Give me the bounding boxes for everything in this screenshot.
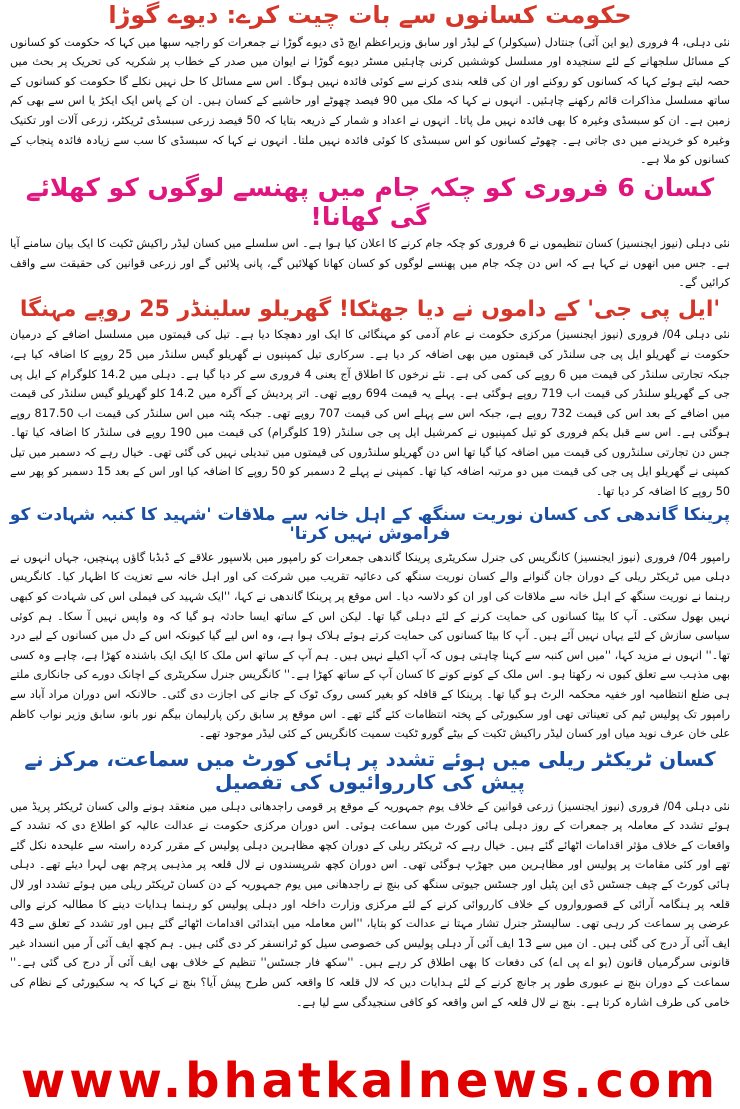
newspaper-page [0,1,740,1109]
article-deve-gowda [8,2,732,170]
article-priyanka-gandhi [8,506,732,744]
headline: 'ایل پی جی' کے داموں نے دیا جھٹکا! گھریلو سلینڈر 25 روپے مہنگا [19,297,721,323]
article-body: رامپور 04/ فروری (نیوز ایجنسیز) کانگریس کی جنرل سکریٹری پرینکا گاندھی جمعرات کو رامپور میں بلاسپور علاقے کے ڈبڈبا گاؤں پہنچیں، جہاں انہوں نے دہلی میں ٹریکٹر ریلی کے دوران جان گنوانے والے کسان نوریت سنگھ کی دعائیہ تقریب میں شرکت کی اور اہل خانہ سے تعزیت کا اظہار کیا۔ کانگریس رہنما نے نوریت سنگھ کے اہل خانہ سے ملاقات کی اور ان کو دلاسہ دیا۔ اس موقع پر پرینکا گاندھی نے کہا، ''ایک شہید کی فیملی اس کی شہادت کو کبھی نہیں بھول سکتی۔ آپ کا بیٹا کسانوں کی حمایت کرنے کے لئے دہلی گیا تھا۔ لیکن اس کے ساتھ ایسا حادثہ ہو گیا کہ وہ واپس نہیں آ سکا۔ ہم کوئی سیاسی سازش کے لئے یہاں نہیں آئے ہیں۔ آپ کا بیٹا کسانوں کی حمایت کرتے ہوئے ہلاک ہوا ہے، وہ اس لیے گیا کیونکہ اس کے دل میں کسانوں کے لیے درد تھا۔'' انہوں نے مزید کہا، ''میں اس کنبہ سے کہنا چاہتی ہوں کہ آپ اکیلے نہیں ہیں۔ ہم آپ کے ساتھ اس ملک کا ایک ایک باشندہ کھڑا ہے، چاہے وہ کسی بھی مذہب سے تعلق کیوں نہ رکھتا ہو۔ اس ملک کے کونے کونے کا کسان آپ کے ساتھ کھڑا ہے۔'' کانگریس جنرل سکریٹری کے اچانک دورے کی جانکاری ملتے ہی ضلع انتظامیہ اور خفیہ محکمہ الرٹ ہو گیا تھا۔ پرینکا کے قافلہ کو بغیر کسی روک ٹوک کے جانے کی اجازت دی گئی۔ حالانکہ اس دوران مراد آباد سے رامپور تک پولیس ٹیم کی تعیناتی تھی اور سکیورٹی کے پختہ انتظامات کئے گئے تھے۔ اس موقع پر سابق رکن پارلیمان بیگم نور بانو، سابق وزیر نواب کاظم علی خان عرف نوید میاں اور کسان لیڈر راکیش ٹکیت کے بیٹے گورو ٹکیت سمیت کانگریس کے کئی لیڈر موجود تھے۔ [10,550,730,741]
headline: کسان 6 فروری کو چکہ جام میں پھنسے لوگوں کو کھلائے گی کھانا! [25,172,715,231]
headline: حکومت کسانوں سے بات چیت کرے: دیوے گوڑا [108,1,632,29]
article-body: نئی دہلی (نیوز ایجنسیز) کسان تنظیموں نے 6 فروری کو چکہ جام کرنے کا اعلان کیا ہوا ہے۔ اس سلسلے میں کسان لیڈر راکیش ٹکیت کا ایک بیان سامنے آیا ہے۔ جس میں انھوں نے کہا ہے کہ اس دن چکہ جام میں پھنسے لوگوں کو کسان کھانا کھلائیں گے، پانی پلائیں گے اور زرعی قوانین کی حقیقت سے واقف کرائیں گے۔ [10,237,730,290]
article-body: نئی دہلی 04/ فروری (نیوز ایجنسیز) زرعی قوانین کے خلاف یوم جمہوریہ کے موقع پر قومی راجدھانی دہلی میں منعقد ہونے والی کسان ٹریکٹر پریڈ میں ہوئے تشدد کے معاملہ پر جمعرات کے روز دہلی ہائی کورٹ میں سماعت ہوئی۔ اس دوران مرکزی حکومت نے عدالت عالیہ کو اطلاع دی کہ تشدد کے واقعات کے خلاف مؤثر اقدامات اٹھائے گئے ہیں۔ خیال رہے کہ ٹریکٹر ریلی کے دوران کچھ مظاہرین دہلی پولیس کے مقرر کردہ راستہ سے علیحدہ نکل گئے تھے اور کئی مقامات پر پولیس اور مظاہرین میں جھڑپ ہوگئی تھی۔ اس دوران کچھ شرپسندوں نے لال قلعہ پر مذہبی پرچم بھی لہرا دیئے تھے۔ دہلی ہائی کورٹ کے چیف جسٹس ڈی این پٹیل اور جسٹس جیوتی سنگھ کی بنچ نے راجدھانی میں یوم جمہوریہ کے دن کسان ٹریکٹر ریلی میں ہوئے تشدد اور لال قلعہ پر ہنگامہ آرائی کے قصورواروں کے خلاف کارروائی کرنے کے لئے مرکزی وزارت داخلہ اور دہلی پولیس کو رہنما ہدایات دینے کا مطالبہ کرنے والی عرضی پر سماعت کر رہی تھی۔ سالیسٹر جنرل تشار مہتا نے عدالت کو بتایا، ''اس معاملہ میں ابتدائی اقدامات اٹھائے گئے ہیں اور تشدد کے تعلق سے 43 ایف آئی آر درج کی گئی ہیں۔ ان میں سے 13 ایف آئی آر دہلی پولیس کی خصوصی سیل کو ٹرانسفر کر دی گئی ہیں۔ ہم کچھ ایف آئی آر میں انسداد غیر قانونی سرگرمیاں قانون (یو اے پی اے) کی دفعات کا بھی اطلاق کر رہے ہیں۔ ''سکھ فار جسٹس'' تنظیم کے خلاف بھی ایف آئی آر درج کی گئی ہے۔'' سماعت کے دوران بنچ نے عبوری طور پر جانچ کرنے کے لئے ہدایات دیں کہ لال قلعہ کا واقعہ کس طرح پیش آیا؟ بنچ نے کہا کہ یہ سکیورٹی کے نظام کی خامی کی طرف اشارہ کرتا ہے۔ بنچ نے لال قلعہ کے اس واقعہ کو کافی سنجیدگی سے لیا ہے۔ [10,799,730,1009]
site-url[interactable]: www.bhatkalnews.com [20,1053,720,1109]
article-chakka-jam [8,174,732,293]
article-tractor-rally [8,748,732,1013]
headline: پرینکا گاندھی کی کسان نوریت سنگھ کے اہل خانہ سے ملاقات 'شہید کا کنبہ شہادت کو فراموش نہیں کرتا' [9,504,731,545]
site-footer [0,1053,740,1109]
article-body: نئی دہلی 04/ فروری (نیوز ایجنسیز) مرکزی حکومت نے عام آدمی کو مہنگائی کا ایک اور دھچکا دیا ہے۔ تیل کی قیمتوں میں مسلسل اضافے کے درمیان حکومت نے گھریلو ایل پی جی سلنڈر کی قیمتوں میں بھی اضافہ کر دیا ہے۔ سرکاری تیل کمپنیوں نے گھریلو گیس سلنڈر میں 25 روپے کا اضافہ کیا ہے، جبکہ تجارتی سلنڈر کی قیمت میں 6 روپے کی کمی کی ہے۔ نئے نرخوں کا اطلاق آج یعنی 4 فروری سے کر دیا گیا ہے۔ دہلی میں 14.2 کلوگرام کے ایل پی جی کے گھریلو سلنڈر کی قیمت اب 719 روپے ہوگئی ہے۔ پہلے یہ قیمت 694 روپے تھی۔ اتر پردیش کے آگرہ میں 14.2 کلو گھریلو گیس سلنڈر کی قیمت میں اضافے کے بعد اس کی قیمت 732 روپے ہے، جبکہ اس سے پہلے اس کی قیمت 707 روپے تھی۔ جبکہ پٹنہ میں اس سلنڈر کی قیمت اب 817.50 روپے ہوگئی ہے۔ اس سے قبل یکم فروری کو تیل کمپنیوں نے کمرشیل ایل پی جی سلنڈر (19 کلوگرام) کی قیمت میں 190 روپے فی سلنڈر کا اضافہ کیا تھا۔ جس دن تجارتی سلنڈروں کی قیمت میں اضافہ کیا گیا تھا اس دن گھریلو سلنڈروں کی قیمتوں میں تبدیلی نہیں کی گئی تھی۔ خیال رہے کہ دسمبر میں تیل کمپنی نے گھریلو ایل پی جی کی قیمت میں دو مرتبہ اضافہ کیا تھا۔ کمپنی نے پہلے 2 دسمبر کو 50 روپے کا اضافہ کیا اور اس کے بعد 15 دسمبر کو پھر سے 50 روپے کا اضافہ کر دیا تھا۔ [10,328,731,499]
article-lpg-price [8,297,732,502]
headline: کسان ٹریکٹر ریلی میں ہوئے تشدد پر ہائی کورٹ میں سماعت، مرکز نے پیش کی کارروائیوں کی تفصیل [24,746,716,794]
article-body: نئی دہلی، 4 فروری (یو این آئی) جنتادل (سیکولر) کے لیڈر اور سابق وزیراعظم ایچ ڈی دیوے گوڑا نے جمعرات کو راجیہ سبھا میں کہا کہ حکومت کو کسانوں کے مسائل سلجھانے کے لئے سنجیدہ اور مسلسل کوششیں کرنی چاہئیں مسٹر دیوے گوڑا نے ایوان میں صدر کے خطاب پر شکریہ کی تحریک پر بحث میں حصہ لیتے ہوئے کہا کہ کسانوں کو روکنے اور ان کی قلعہ بندی کرنے سے کوئی فائدہ نہیں ہوگا۔ اس سے مسائل کا حل نہیں نکلے گا حکومت کو کسانوں کے ساتھ مسلسل مذاکرات قائم رکھنے چاہئیں۔ انہوں نے کہا کہ ملک میں 90 فیصد چھوٹے اور حاشیے کے کسان ہیں۔ ان کے پاس ایک ایکڑ یا اس سے بھی کم زمین ہے۔ ان کو سبسڈی وغیرہ کا بھی فائدہ نہیں مل پاتا۔ انہوں نے اعداد و شمار کے ذریعہ بتایا کہ 50 فیصد زرعی سبسڈی ٹریکٹر، زرعی آلات اور تکنیک وغیرہ کو خریدنے میں دی جاتی ہے۔ چھوٹے کسانوں کو اس سبسڈی کا کوئی فائدہ نہیں ملتا۔ انہوں نے کہا کہ سبسڈی کا سب سے زیادہ فائدہ پنجاب کے کسانوں کو ملا ہے۔ [10,35,730,167]
